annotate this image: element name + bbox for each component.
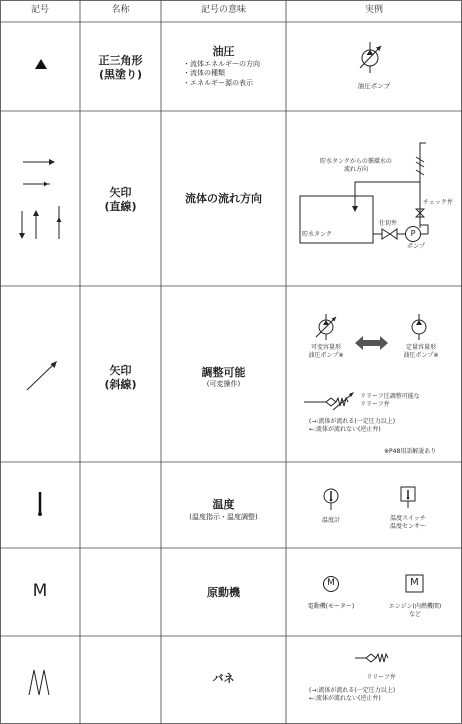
row3-fixed-label: 定量容量形 油圧ポンプ※ [403, 344, 439, 359]
row4-switch-label: 温度スイッチ 温度センサー [389, 515, 426, 530]
row2-meaning: 流体の流れ方向 [185, 192, 262, 205]
row3-relief-label: リリーフ圧調整可能な リリーフ弁 [360, 393, 420, 408]
row3-variable-label: 可変容量形 油圧ポンプ※ [308, 344, 344, 359]
row6-flow-lines: (→:流体が流れる(一定圧力以上) ←:流体が流れない(逆止弁) [309, 687, 396, 702]
row4-meaning-sub: (温度指示・温度調整) [189, 513, 258, 521]
thermometer-symbol-icon [38, 492, 42, 516]
header-name: 名称 [111, 5, 130, 15]
row5-engine-label: エンジン(内燃機関) など [388, 603, 442, 618]
header-symbol: 記号 [30, 5, 49, 15]
row1-pump-label: 油圧ポンプ [357, 82, 391, 90]
row3-meaning: 調整可能 [201, 366, 246, 379]
diagonal-arrow-icon [27, 361, 57, 390]
hydraulic-pump-icon [360, 42, 381, 73]
straight-arrows-icon [19, 159, 62, 239]
row2-check-label: チェック弁 [423, 199, 453, 206]
fixed-pump-icon [412, 314, 426, 340]
row5-engine-letter: M [410, 577, 419, 588]
row3-name: 矢印 (斜線) [104, 364, 137, 391]
double-arrow-icon [355, 336, 388, 350]
row3-flow-lines: (→:流体が流れる(一定圧力以上) ←:流体が流れない(逆止弁) [309, 418, 396, 433]
row2-pump-letter: P [410, 229, 416, 238]
row4-meaning: 温度 [212, 498, 235, 511]
row2-name: 矢印 (直線) [104, 186, 137, 213]
row5-motor-letter: M [327, 578, 335, 588]
adjustable-relief-valve-icon [304, 392, 354, 410]
row3-footnote: ※P48用語解説あり [384, 448, 437, 455]
triangle-icon [35, 59, 47, 69]
row6-relief-label: リリーフ弁 [366, 674, 396, 681]
header-example: 実例 [364, 5, 383, 15]
row5-motor-label: 電動機(モーター) [307, 603, 355, 610]
row3-meaning-sub: (可変操作) [206, 380, 241, 388]
row1-name: 正三角形 (黒塗り) [98, 54, 143, 81]
row2-tank-label: 貯水タンク [302, 231, 332, 238]
variable-pump-icon [316, 314, 336, 340]
row5-symbol-text: M [32, 581, 48, 601]
row2-shutoff-label: 仕切弁 [379, 220, 398, 227]
shutoff-valve-icon [382, 229, 397, 239]
temperature-switch-icon [401, 487, 415, 508]
row5-meaning: 原動機 [207, 586, 240, 599]
header-meaning: 記号の意味 [200, 5, 246, 15]
row1-meaning-details: ・流体エネルギーの方向 ・流体の種類 ・エネルギー源の表示 [183, 60, 260, 87]
row2-flow-note: 貯水タンクからの循環水の 流れ方向 [320, 158, 392, 173]
row6-meaning: バネ [212, 672, 235, 685]
row1-meaning: 油圧 [212, 45, 235, 58]
row2-pump-label: ポンプ [407, 243, 426, 250]
spring-icon [29, 670, 49, 695]
row4-thermometer-label: 温度計 [321, 517, 340, 524]
relief-valve-icon [355, 654, 388, 662]
thermometer-example-icon [324, 489, 338, 510]
